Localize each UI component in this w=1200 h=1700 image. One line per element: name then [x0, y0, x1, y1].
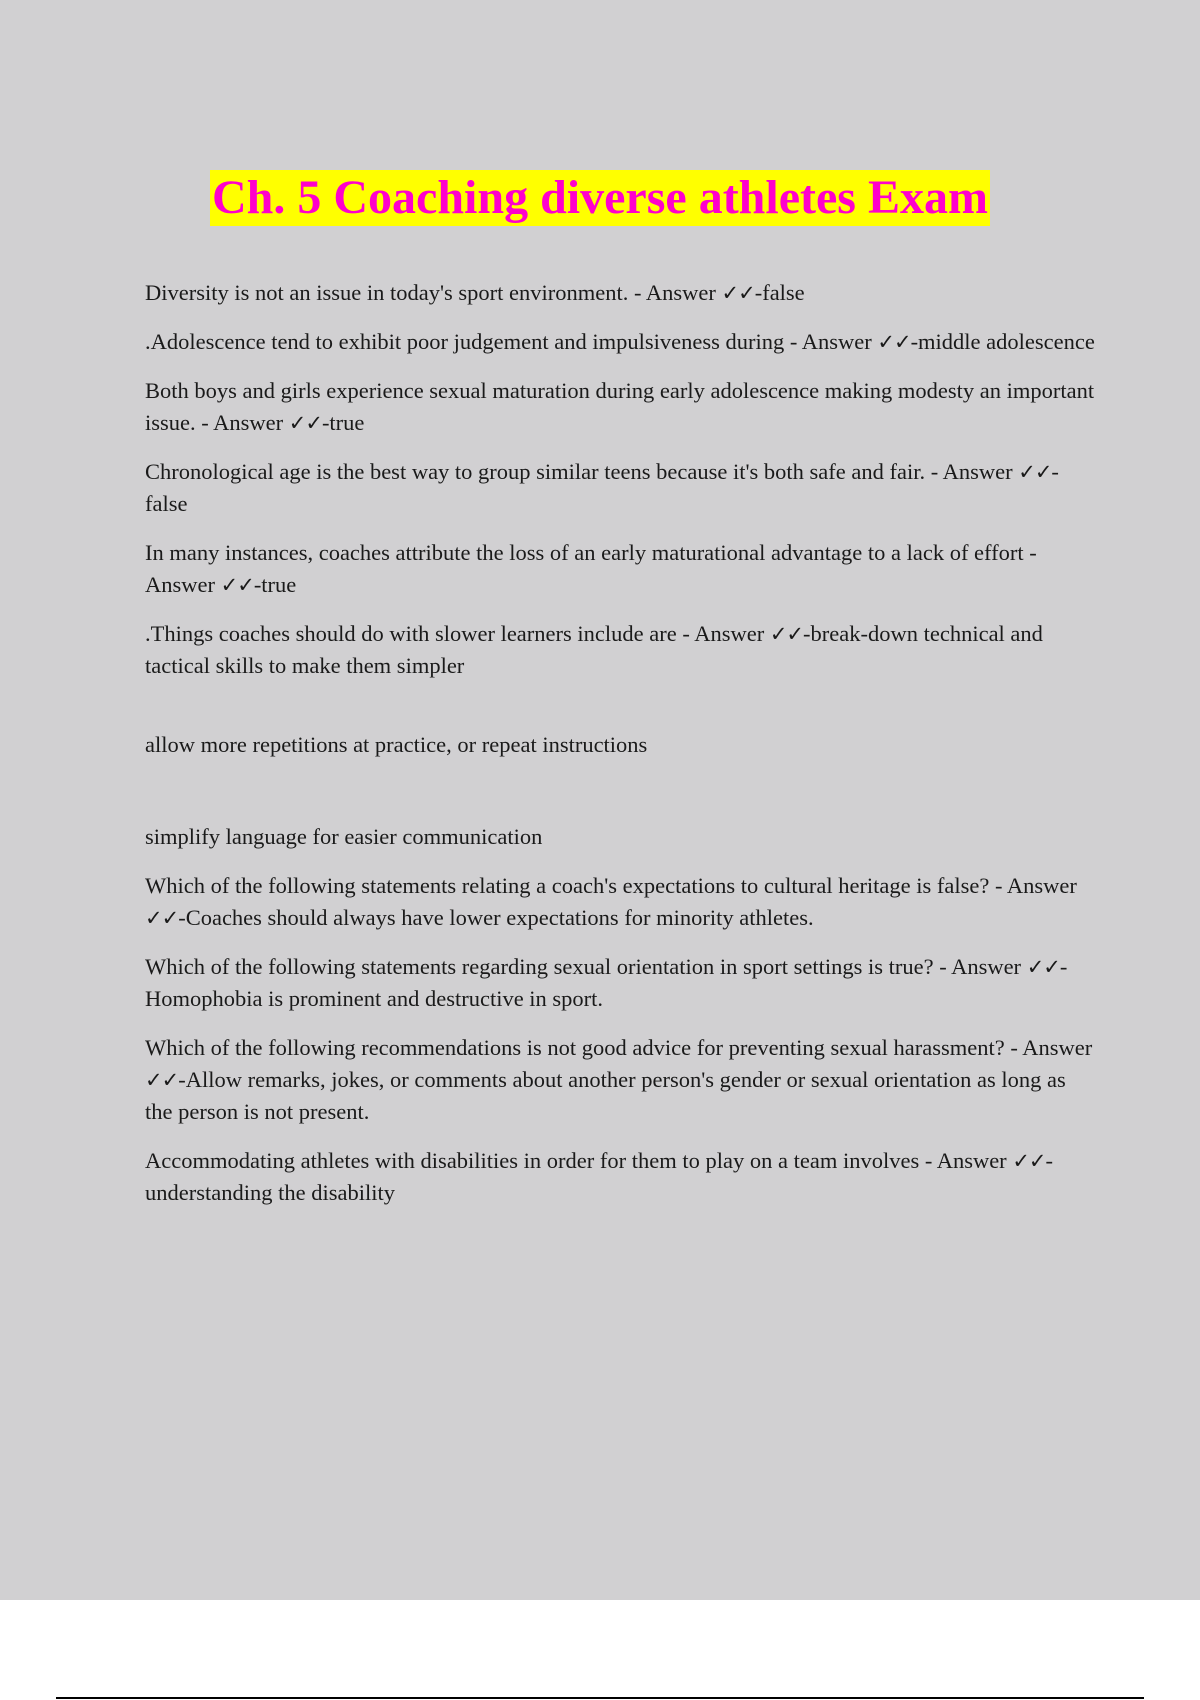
answer-text: -false [145, 459, 1059, 516]
qa-item-10 [145, 1145, 1095, 1209]
answer-text: -understanding the disability [145, 1148, 1054, 1205]
answer-text: -break-down technical and tactical skills to make them simpler [145, 621, 1043, 678]
qa-list [145, 277, 1095, 1226]
double-check-icon: ✓✓ [1026, 955, 1060, 979]
double-check-icon: ✓✓ [1012, 1149, 1046, 1173]
question-text: Accommodating athletes with disabilities in order for them to play on a team involves - Answer [145, 1148, 1013, 1173]
qa-item-4 [145, 456, 1095, 520]
qa-item-3 [145, 375, 1095, 439]
answer-text: -Coaches should always have lower expectations for minority athletes. [178, 905, 814, 930]
answer-text: -Homophobia is prominent and destructive in sport. [145, 954, 1068, 1011]
double-check-icon: ✓✓ [877, 330, 911, 354]
double-check-icon: ✓✓ [145, 906, 179, 930]
answer-text: -true [321, 410, 365, 435]
double-check-icon: ✓✓ [288, 411, 322, 435]
footer-divider [56, 1697, 1144, 1699]
qa-item-9 [145, 1032, 1095, 1128]
double-check-icon: ✓✓ [145, 1068, 179, 1092]
qa-item-2 [145, 326, 1095, 358]
question-text: Chronological age is the best way to group similar teens because it's both safe and fair. - Answer [145, 459, 1019, 484]
answer-text: -middle adolescence [910, 329, 1095, 354]
question-text: Which of the following recommendations is not good advice for preventing sexual harassment? - Answer [145, 1035, 1093, 1060]
double-check-icon: ✓✓ [769, 622, 804, 646]
question-text: In many instances, coaches attribute the loss of an early maturational advantage to a lack of effort - Answer [145, 540, 1037, 597]
qa-item-7 [145, 870, 1095, 934]
question-text: .Things coaches should do with slower learners include are - Answer [145, 621, 770, 646]
qa-item-1 [145, 277, 1095, 309]
question-text: Both boys and girls experience sexual maturation during early adolescence making modesty an important issue. - Answer [145, 378, 1095, 435]
question-text: .Adolescence tend to exhibit poor judgement and impulsiveness during - Answer [145, 329, 878, 354]
double-check-icon: ✓✓ [220, 573, 254, 597]
answer-continuation-1: allow more repetitions at practice, or repeat instructions [145, 732, 648, 757]
answer-text: -false [754, 280, 805, 305]
question-text: Which of the following statements relating a coach's expectations to cultural heritage is false? - Answer [145, 873, 1077, 898]
answer-text: -Allow remarks, jokes, or comments about another person's gender or sexual orientation as long as the person is not present. [145, 1067, 1066, 1124]
question-text: Diversity is not an issue in today's sport environment. - Answer [145, 280, 722, 305]
answer-text: -true [253, 572, 297, 597]
page-title: Ch. 5 Coaching diverse athletes Exam [212, 171, 988, 224]
qa-item-6 [145, 618, 1095, 682]
question-text: Which of the following statements regarding sexual orientation in sport settings is true? - Answer [145, 954, 1027, 979]
answer-continuation-2: simplify language for easier communication [145, 824, 543, 849]
double-check-icon: ✓✓ [721, 281, 755, 305]
qa-item-8 [145, 951, 1095, 1015]
title-container [0, 170, 1200, 226]
qa-item-5 [145, 537, 1095, 601]
double-check-icon: ✓✓ [1018, 460, 1052, 484]
